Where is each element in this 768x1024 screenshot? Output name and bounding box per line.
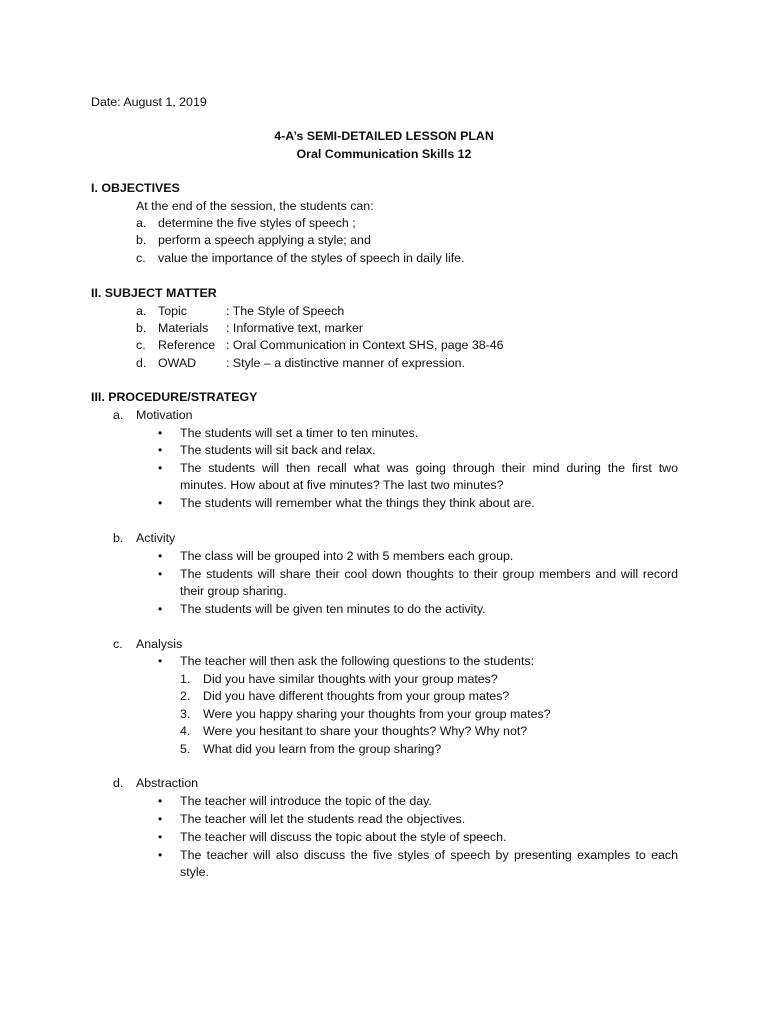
bullet-glyph: • (158, 426, 163, 440)
list-marker: 2. (180, 689, 191, 703)
subsection-title-motivation: Motivation (136, 408, 193, 422)
list-marker: 5. (180, 742, 191, 756)
list-marker: a. (136, 304, 147, 318)
bullet-glyph: • (158, 794, 163, 808)
bullet-item: The teacher will then ask the following questions to the students: (180, 654, 535, 668)
bullet-glyph: • (158, 549, 163, 563)
subject-label-topic: Topic (158, 304, 187, 318)
list-marker: b. (113, 531, 124, 545)
bullet-item: The teacher will introduce the topic of the day. (180, 794, 432, 808)
list-marker: 4. (180, 724, 191, 738)
bullet-glyph: • (158, 654, 163, 668)
section-heading-objectives: I. OBJECTIVES (91, 181, 180, 195)
bullet-glyph: • (158, 602, 163, 616)
question-item: Were you happy sharing your thoughts from your group mates? (203, 707, 551, 721)
objective-item: perform a speech applying a style; and (158, 233, 371, 247)
bullet-item: The students will be given ten minutes to do the activity. (180, 602, 486, 616)
bullet-glyph: • (158, 830, 163, 844)
bullet-glyph: • (158, 496, 163, 510)
list-marker: b. (136, 233, 147, 247)
subject-label-owad: OWAD (158, 356, 197, 370)
objective-item: determine the five styles of speech ; (158, 216, 356, 230)
subject-label-materials: Materials (158, 321, 209, 335)
question-item: Did you have different thoughts from your group mates? (203, 689, 510, 703)
list-marker: a. (113, 408, 124, 422)
question-item: What did you learn from the group sharing? (203, 742, 442, 756)
list-marker: 1. (180, 672, 191, 686)
subject-value-reference: : Oral Communication in Context SHS, page 38-46 (226, 338, 504, 352)
list-marker: d. (136, 356, 147, 370)
list-marker: c. (113, 637, 123, 651)
bullet-item: The students will then recall what was going through their mind during the first two minutes. How about at five minutes? The last two minutes? (180, 461, 678, 493)
bullet-item: The teacher will discuss the topic about the style of speech. (180, 830, 507, 844)
bullet-glyph: • (158, 443, 163, 457)
question-item: Did you have similar thoughts with your group mates? (203, 672, 498, 686)
subject-value-topic: : The Style of Speech (226, 304, 345, 318)
bullet-item: The students will share their cool down thoughts to their group members and will record their group sharing. (180, 567, 678, 599)
bullet-glyph: • (158, 848, 163, 862)
list-marker: a. (136, 216, 147, 230)
subject-value-owad: : Style – a distinctive manner of expression. (226, 356, 465, 370)
section-heading-subject-matter: II. SUBJECT MATTER (91, 286, 217, 300)
subject-label-reference: Reference (158, 338, 216, 352)
bullet-glyph: • (158, 812, 163, 826)
document-title: 4-A’s SEMI-DETAILED LESSON PLAN (274, 129, 494, 143)
list-marker: 3. (180, 707, 191, 721)
subsection-title-activity: Activity (136, 531, 176, 545)
list-marker: d. (113, 776, 124, 790)
bullet-item: The teacher will let the students read the objectives. (180, 812, 466, 826)
subject-value-materials: : Informative text, marker (226, 321, 364, 335)
bullet-item: The teacher will also discuss the five styles of speech by presenting examples to each style. (180, 848, 678, 880)
objectives-intro: At the end of the session, the students can: (136, 199, 374, 213)
objective-item: value the importance of the styles of speech in daily life. (158, 251, 465, 265)
bullet-item: The students will remember what the things they think about are. (180, 496, 535, 510)
bullet-item: The students will sit back and relax. (180, 443, 376, 457)
section-heading-procedure: III. PROCEDURE/STRATEGY (91, 390, 258, 404)
bullet-glyph: • (158, 567, 163, 581)
question-item: Were you hesitant to share your thoughts? Why? Why not? (203, 724, 528, 738)
list-marker: c. (136, 338, 146, 352)
document-date: Date: August 1, 2019 (91, 95, 207, 109)
list-marker: c. (136, 251, 146, 265)
subsection-title-abstraction: Abstraction (136, 776, 198, 790)
list-marker: b. (136, 321, 147, 335)
document-subtitle: Oral Communication Skills 12 (296, 147, 472, 161)
bullet-item: The class will be grouped into 2 with 5 members each group. (180, 549, 514, 563)
bullet-glyph: • (158, 461, 163, 475)
bullet-item: The students will set a timer to ten minutes. (180, 426, 419, 440)
subsection-title-analysis: Analysis (136, 637, 183, 651)
